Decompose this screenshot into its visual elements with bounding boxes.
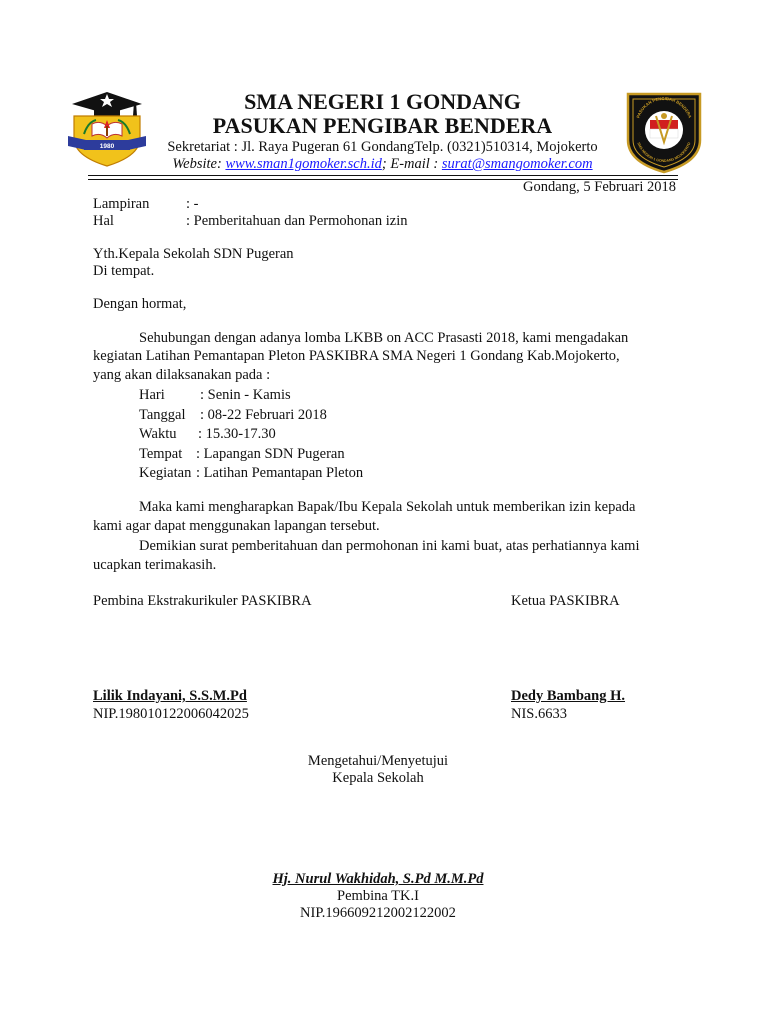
greeting: Dengan hormat,: [93, 296, 187, 312]
para1-line-3: yang akan dilaksanakan pada :: [93, 367, 271, 383]
contact-line: Website: www.sman1gomoker.sch.id; E-mail : surat@smangomoker.com: [172, 156, 593, 172]
para1-line-1: Sehubungan dengan adanya lomba LKBB on ACC Prasasti 2018, kami mengadakan: [139, 330, 629, 346]
para1-line-2: kegiatan Latihan Pemantapan Pleton PASKIBRA SMA Negeri 1 Gondang Kab.Mojokerto,: [93, 348, 620, 364]
detail-value: : Lapangan SDN Pugeran: [196, 446, 345, 462]
detail-value: : 15.30-17.30: [198, 426, 276, 442]
detail-value: : Latihan Pemantapan Pleton: [196, 465, 364, 481]
detail-label: Waktu: [139, 426, 177, 442]
recipient-line-1: Yth.Kepala Sekolah SDN Pugeran: [93, 246, 294, 262]
paskibra-logo: [624, 90, 704, 174]
approval-line-2: Kepala Sekolah: [332, 770, 424, 786]
header-rule-thick: [88, 175, 678, 176]
right-signer-title: Ketua PASKIBRA: [511, 593, 620, 609]
para3-line-2: ucapkan terimakasih.: [93, 557, 217, 573]
left-signer-id: NIP.198010122006042025: [93, 706, 249, 722]
address: Sekretariat : Jl. Raya Pugeran 61 GondangTelp. (0321)510314, Mojokerto: [167, 139, 598, 155]
recipient-line-2: Di tempat.: [93, 263, 155, 279]
principal-id: NIP.196609212002122002: [300, 905, 456, 921]
right-signer-name: Dedy Bambang H.: [511, 688, 626, 704]
para3-line-1: Demikian surat pemberitahuan dan permohonan ini kami buat, atas perhatiannya kami: [139, 538, 640, 554]
principal-name: Hj. Nurul Wakhidah, S.Pd M.M.Pd: [272, 871, 484, 887]
school-logo: [66, 90, 148, 170]
approval-line-1: Mengetahui/Menyetujui: [307, 753, 449, 769]
para2-line-2: kami agar dapat menggunakan lapangan tersebut.: [93, 518, 380, 534]
website-link[interactable]: www.sman1gomoker.sch.id: [225, 156, 382, 172]
attachment-label: Lampiran: [93, 196, 150, 212]
email-label: E-mail :: [390, 156, 439, 172]
attachment-value: : -: [186, 196, 199, 212]
left-signer-name: Lilik Indayani, S.S.M.Pd: [93, 688, 247, 704]
detail-label: Kegiatan: [139, 465, 192, 481]
paskibra-logo-bottom-text: SMA NEGERI 1 GONDANG MOJOKERTO: [636, 141, 692, 164]
para2-line-1: Maka kami mengharapkan Bapak/Ibu Kepala Sekolah untuk memberikan izin kepada: [139, 499, 636, 515]
right-signer-id: NIS.6633: [511, 706, 567, 722]
detail-label: Tempat: [139, 446, 183, 462]
subject-label: Hal: [93, 213, 114, 229]
email-link[interactable]: surat@smangomoker.com: [441, 156, 593, 172]
letter-date: Gondang, 5 Februari 2018: [522, 179, 676, 195]
school-name: SMA NEGERI 1 GONDANG: [244, 89, 521, 114]
left-signer-title: Pembina Ekstrakurikuler PASKIBRA: [93, 593, 312, 609]
detail-label: Hari: [139, 387, 165, 403]
detail-value: : Senin - Kamis: [200, 387, 291, 403]
paskibra-logo-top-text: PASUKAN PENGIBAR BENDERA: [635, 95, 693, 119]
detail-label: Tanggal: [139, 407, 186, 423]
detail-value: : 08-22 Februari 2018: [200, 407, 327, 423]
principal-rank: Pembina TK.I: [337, 888, 419, 904]
subject-value: : Pemberitahuan dan Permohonan izin: [186, 213, 408, 229]
school-logo-year: 1980: [99, 143, 115, 150]
unit-name: PASUKAN PENGIBAR BENDERA: [212, 113, 553, 138]
website-label: Website: [172, 156, 217, 172]
